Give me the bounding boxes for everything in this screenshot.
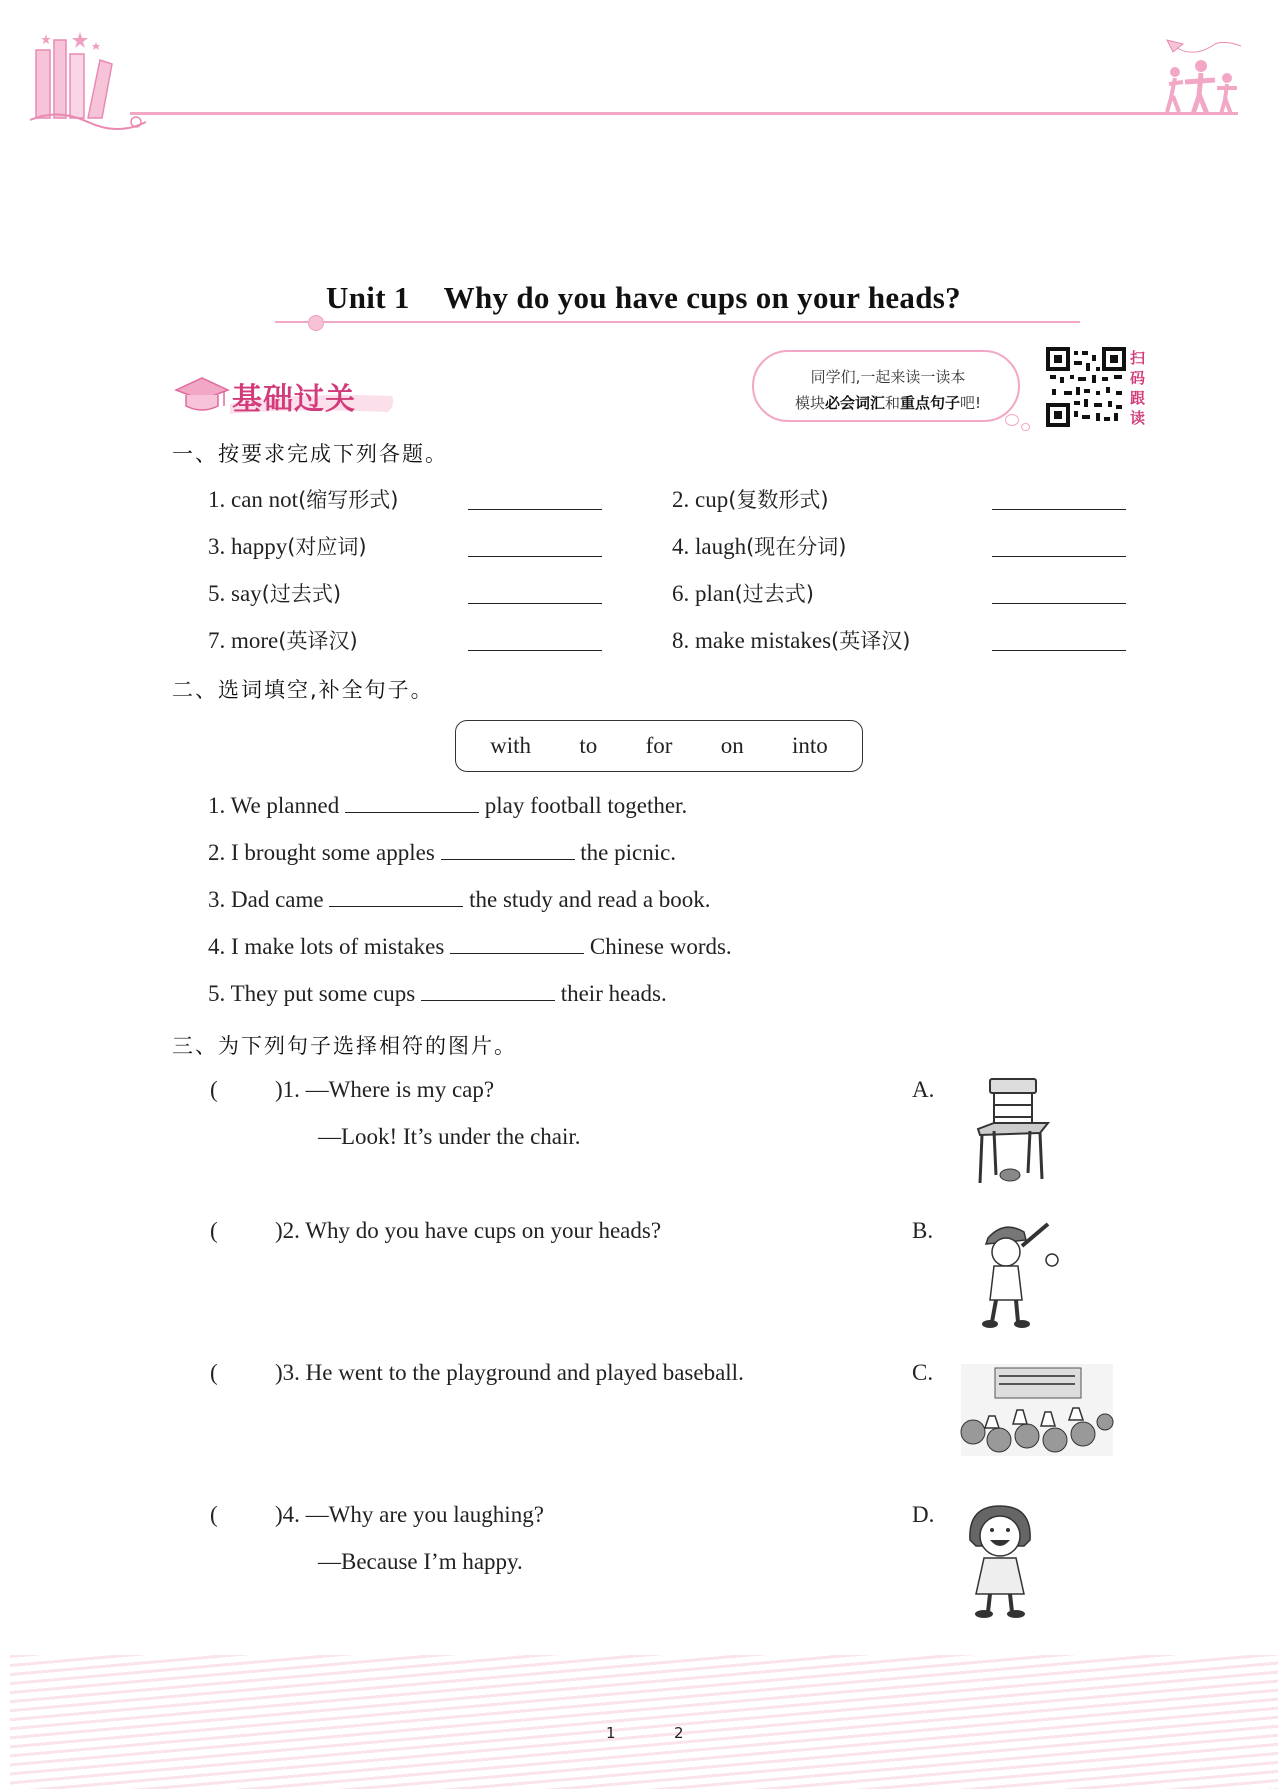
reading-bubble (752, 350, 1020, 422)
s2-sentence-3: 3. Dad came the study and read a book. (208, 887, 711, 912)
word-option: on (720, 733, 744, 758)
picture-label-c: C. (912, 1360, 934, 1385)
s3-question-1: )1. —Where is my cap? (275, 1077, 495, 1102)
unit-label: Unit 1 (326, 280, 410, 315)
s1-item-1: 1. can not(缩写形式) (208, 487, 399, 512)
s3-question-2: )2. Why do you have cups on your heads? (275, 1218, 662, 1243)
word-option: for (645, 733, 673, 758)
s2-blank-3[interactable] (329, 905, 463, 907)
word-option: into (792, 733, 828, 758)
bubble-tail-dot (1005, 414, 1019, 426)
s1-blank-8[interactable] (992, 649, 1126, 651)
qr-code-icon[interactable] (1046, 347, 1126, 427)
banner-label: 基础过关 (232, 382, 356, 417)
s3-question-4: )4. —Why are you laughing? (275, 1502, 544, 1527)
picture-label-a: A. (912, 1077, 935, 1102)
picture-label-b: B. (912, 1218, 934, 1243)
s3-question-1-line2: —Look! It’s under the chair. (318, 1124, 581, 1149)
answer-paren-open[interactable]: ( (210, 1502, 218, 1527)
word-option: with (490, 733, 532, 758)
laughing-girl-icon (958, 1500, 1042, 1620)
books-stars-icon (28, 30, 148, 130)
picture-label-d: D. (912, 1502, 935, 1527)
kids-with-cups-icon (955, 1362, 1117, 1460)
bubble-line-2: 模块必会词汇和重点句子吧! (794, 394, 982, 412)
section2-heading: 二、选词填空,补全句子。 (172, 678, 434, 702)
s2-sentence-5: 5. They put some cups their heads. (208, 981, 667, 1006)
children-kite-icon (1155, 38, 1250, 118)
s2-sentence-4: 4. I make lots of mistakes Chinese words. (208, 934, 732, 959)
s2-blank-1[interactable] (345, 811, 479, 813)
s1-blank-6[interactable] (992, 602, 1126, 604)
s3-question-4-line2: —Because I’m happy. (318, 1549, 523, 1574)
header-rule (130, 112, 1238, 115)
bubble-tail-dot (1021, 423, 1030, 431)
word-option: to (579, 733, 598, 758)
word-bank (455, 720, 863, 772)
answer-paren-open[interactable]: ( (210, 1360, 218, 1385)
chair-with-cap-icon (968, 1075, 1058, 1187)
s2-blank-4[interactable] (450, 952, 584, 954)
scan-label: 扫码跟读 (1130, 349, 1146, 427)
s1-blank-5[interactable] (468, 602, 602, 604)
baseball-boy-icon (968, 1216, 1068, 1334)
unit-question: Why do you have cups on your heads? (443, 280, 961, 315)
s1-item-6: 6. plan(过去式) (672, 581, 814, 606)
s1-item-8: 8. make mistakes(英译汉) (672, 628, 911, 653)
s1-blank-2[interactable] (992, 508, 1126, 510)
s1-blank-1[interactable] (468, 508, 602, 510)
s2-blank-5[interactable] (421, 999, 555, 1001)
s1-item-4: 4. laugh(现在分词) (672, 534, 847, 559)
s2-sentence-2: 2. I brought some apples the picnic. (208, 840, 677, 865)
title-underline (275, 321, 1080, 323)
page-number-left: 1 (606, 1724, 616, 1742)
section1-heading: 一、按要求完成下列各题。 (172, 442, 448, 466)
answer-paren-open[interactable]: ( (210, 1077, 218, 1102)
title-dot (308, 315, 324, 331)
s1-item-7: 7. more(英译汉) (208, 628, 358, 653)
s1-item-5: 5. say(过去式) (208, 581, 342, 606)
page-number-right: 2 (674, 1724, 684, 1742)
footer-stripes (10, 1655, 1278, 1789)
bubble-line-1: 同学们,一起来读一读本 (810, 368, 966, 386)
s2-sentence-1: 1. We planned play football together. (208, 793, 688, 818)
s1-blank-4[interactable] (992, 555, 1126, 557)
page-title (0, 280, 1287, 316)
s3-question-3: )3. He went to the playground and played baseball. (275, 1360, 744, 1385)
answer-paren-open[interactable]: ( (210, 1218, 218, 1243)
s1-blank-3[interactable] (468, 555, 602, 557)
s1-item-2: 2. cup(复数形式) (672, 487, 829, 512)
s1-blank-7[interactable] (468, 649, 602, 651)
s2-blank-2[interactable] (441, 858, 575, 860)
section3-heading: 三、为下列句子选择相符的图片。 (172, 1034, 517, 1058)
s1-item-3: 3. happy(对应词) (208, 534, 367, 559)
